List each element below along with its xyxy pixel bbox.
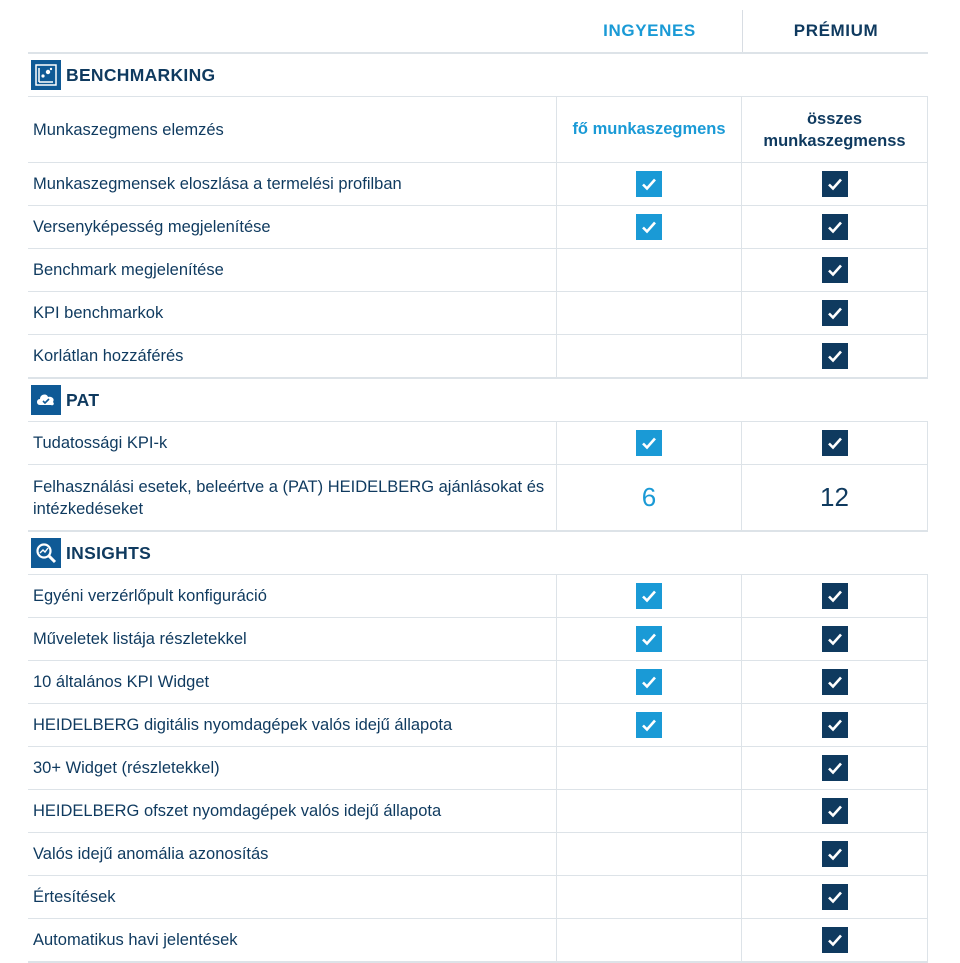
feature-sections [28, 54, 928, 963]
premium-cell [742, 163, 928, 205]
feature-label: Automatikus havi jelentések [28, 919, 557, 961]
table-row [28, 618, 928, 661]
section-header-insights [28, 532, 928, 575]
feature-label: Versenyképesség megjelenítése [28, 206, 557, 248]
premium-cell [742, 618, 928, 660]
premium-cell [742, 833, 928, 875]
premium-cell [742, 575, 928, 617]
checkmark-icon [822, 300, 848, 326]
section-title: INSIGHTS [66, 542, 152, 563]
column-header-premium: PRÉMIUM [742, 10, 929, 52]
free-cell [557, 618, 742, 660]
feature-label: KPI benchmarkok [28, 292, 557, 334]
free-value-text: fő munkaszegmens [572, 120, 726, 138]
table-row [28, 876, 928, 919]
table-row [28, 163, 928, 206]
feature-label: HEIDELBERG ofszet nyomdagépek valós idejű állapota [28, 790, 557, 832]
free-cell [557, 919, 742, 961]
table-row [28, 97, 928, 163]
insights-magnifier-icon [31, 538, 61, 568]
feature-label: Valós idejű anomália azonosítás [28, 833, 557, 875]
feature-label: Értesítések [28, 876, 557, 918]
checkmark-icon [822, 884, 848, 910]
table-row [28, 704, 928, 747]
premium-cell [742, 206, 928, 248]
table-row [28, 661, 928, 704]
table-row [28, 206, 928, 249]
free-cell [557, 422, 742, 464]
prem-value-text: összes munkaszegmenss [763, 109, 906, 150]
free-cell [557, 163, 742, 205]
feature-label: HEIDELBERG digitális nyomdagépek valós idejű állapota [28, 704, 557, 746]
checkmark-icon [822, 214, 848, 240]
premium-cell [742, 876, 928, 918]
feature-label: Munkaszegmens elemzés [28, 97, 557, 162]
premium-cell [742, 335, 928, 377]
free-cell [557, 661, 742, 703]
feature-label: Korlátlan hozzáférés [28, 335, 557, 377]
checkmark-icon [822, 257, 848, 283]
free-cell [557, 704, 742, 746]
section-title: BENCHMARKING [66, 64, 216, 85]
pat-cloud-icon [31, 385, 61, 415]
table-row [28, 747, 928, 790]
free-cell [557, 97, 742, 162]
checkmark-icon [822, 343, 848, 369]
checkmark-icon [636, 214, 662, 240]
checkmark-icon [636, 430, 662, 456]
premium-cell [742, 919, 928, 961]
free-cell [557, 747, 742, 789]
feature-label: 30+ Widget (részletekkel) [28, 747, 557, 789]
premium-cell [742, 465, 928, 530]
table-row [28, 335, 928, 379]
checkmark-icon [636, 712, 662, 738]
free-cell [557, 465, 742, 530]
comparison-table [28, 10, 928, 963]
checkmark-icon [822, 669, 848, 695]
checkmark-icon [822, 583, 848, 609]
table-row [28, 790, 928, 833]
premium-cell [742, 704, 928, 746]
table-row [28, 833, 928, 876]
checkmark-icon [822, 626, 848, 652]
section-title: PAT [66, 389, 100, 410]
feature-label: Egyéni verzérlőpult konfiguráció [28, 575, 557, 617]
table-row [28, 422, 928, 465]
checkmark-icon [822, 430, 848, 456]
section-header-pat [28, 379, 928, 422]
feature-label: Felhasználási esetek, beleértve a (PAT) HEIDELBERG ajánlásokat és intézkedéseket [28, 465, 557, 530]
free-cell [557, 575, 742, 617]
free-cell [557, 335, 742, 377]
table-row [28, 292, 928, 335]
feature-label: 10 általános KPI Widget [28, 661, 557, 703]
table-row [28, 575, 928, 618]
feature-label: Műveletek listája részletekkel [28, 618, 557, 660]
table-header [28, 10, 928, 54]
feature-label: Benchmark megjelenítése [28, 249, 557, 291]
benchmark-chart-icon [31, 60, 61, 90]
checkmark-icon [822, 712, 848, 738]
free-cell [557, 876, 742, 918]
checkmark-icon [822, 171, 848, 197]
checkmark-icon [822, 927, 848, 953]
premium-cell [742, 422, 928, 464]
checkmark-icon [822, 798, 848, 824]
free-count: 6 [641, 482, 657, 512]
table-row [28, 249, 928, 292]
table-row [28, 465, 928, 532]
table-row [28, 919, 928, 963]
section-header-benchmarking [28, 54, 928, 97]
prem-count: 12 [820, 482, 849, 512]
free-cell [557, 833, 742, 875]
feature-label: Munkaszegmensek eloszlása a termelési profilban [28, 163, 557, 205]
premium-cell [742, 747, 928, 789]
free-cell [557, 206, 742, 248]
checkmark-icon [822, 755, 848, 781]
premium-cell [742, 661, 928, 703]
checkmark-icon [636, 669, 662, 695]
premium-cell [742, 97, 928, 162]
checkmark-icon [636, 171, 662, 197]
feature-label: Tudatossági KPI-k [28, 422, 557, 464]
free-cell [557, 292, 742, 334]
free-cell [557, 249, 742, 291]
free-cell [557, 790, 742, 832]
checkmark-icon [636, 583, 662, 609]
checkmark-icon [822, 841, 848, 867]
premium-cell [742, 790, 928, 832]
column-header-free: INGYENES [603, 21, 696, 40]
premium-cell [742, 249, 928, 291]
checkmark-icon [636, 626, 662, 652]
premium-cell [742, 292, 928, 334]
